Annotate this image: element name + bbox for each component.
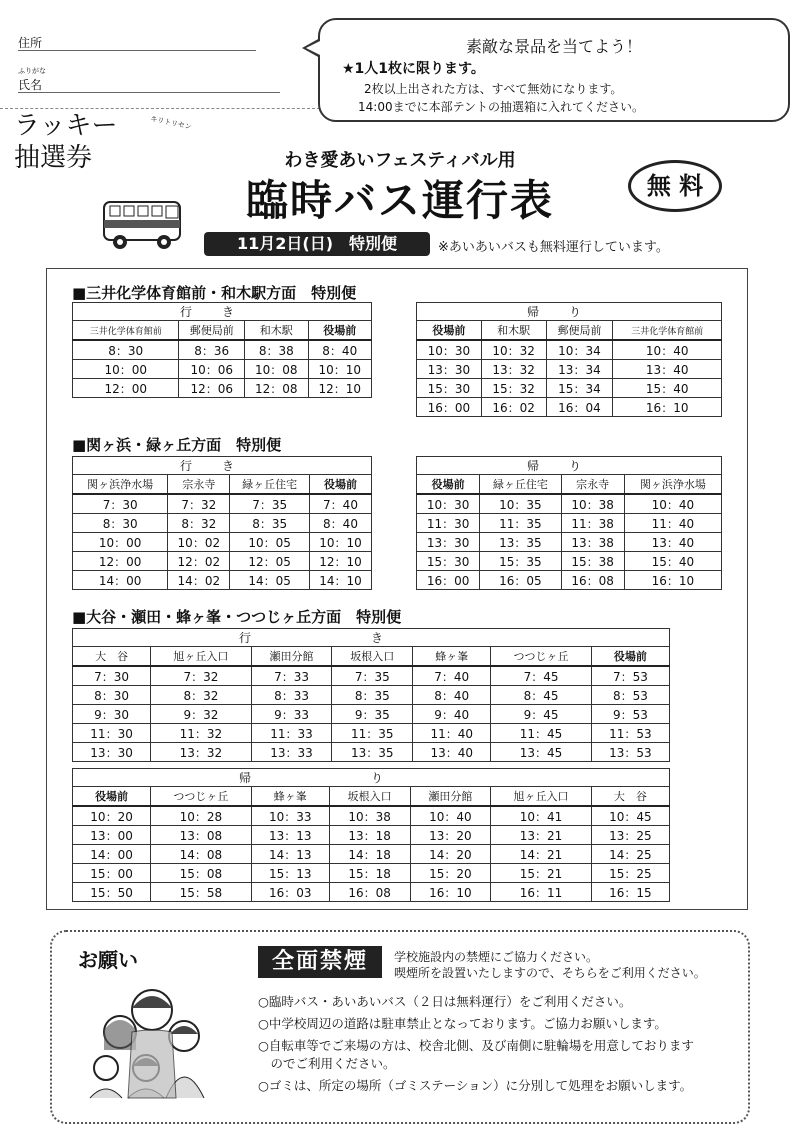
stop-header: 郵便局前 — [179, 321, 245, 341]
time-cell: 13：40 — [613, 360, 722, 379]
time-cell: 10：38 — [329, 806, 410, 826]
stop-header: 三井化学体育館前 — [73, 321, 179, 341]
stop-header: 緑ヶ丘住宅 — [480, 475, 561, 495]
stop-header: 瀬田分館 — [251, 647, 332, 667]
time-cell: 15：25 — [591, 864, 669, 883]
time-cell: 10：40 — [624, 494, 721, 514]
time-cell: 15：00 — [73, 864, 151, 883]
time-cell: 13：13 — [251, 826, 329, 845]
time-cell: 14：02 — [168, 571, 230, 590]
stop-header: 蜂ヶ峯 — [251, 787, 329, 807]
time-cell: 8：30 — [73, 340, 179, 360]
time-cell: 13：21 — [491, 826, 592, 845]
time-cell: 16：08 — [561, 571, 624, 590]
time-cell: 16：03 — [251, 883, 329, 902]
route2-inbound-table — [416, 456, 722, 590]
time-cell: 7：53 — [591, 666, 669, 686]
time-cell: 14：10 — [310, 571, 372, 590]
stop-header: 三井化学体育館前 — [613, 321, 722, 341]
time-cell: 8：30 — [73, 686, 151, 705]
family-illustration-icon — [80, 980, 230, 1100]
festival-subtitle: わき愛あいフェスティバル用 — [284, 150, 516, 171]
name-furigana: ふりがな — [18, 67, 46, 75]
route2-title: ■関ヶ浜・緑ヶ丘方面 特別便 — [72, 436, 282, 454]
stop-header: 旭ヶ丘入口 — [491, 787, 592, 807]
time-cell: 13：32 — [481, 360, 546, 379]
stop-header: 郵便局前 — [546, 321, 613, 341]
time-cell: 13：35 — [480, 533, 561, 552]
no-smoking-line2: 喫煙所を設置いたしますので、そちらをご利用ください。 — [394, 966, 706, 980]
stop-header: 役場前 — [417, 321, 482, 341]
kiritori-label: キリトリセン — [149, 114, 193, 132]
stop-header: つつじヶ丘 — [151, 787, 252, 807]
time-cell: 7：35 — [332, 666, 413, 686]
stop-header: つつじヶ丘 — [491, 647, 592, 667]
time-cell: 13：30 — [417, 533, 480, 552]
lottery-title-1: ラッキー — [14, 111, 118, 141]
time-cell: 11：32 — [151, 724, 252, 743]
time-cell: 16：15 — [591, 883, 669, 902]
time-cell: 7：45 — [491, 666, 592, 686]
time-cell: 11：40 — [413, 724, 491, 743]
time-cell: 7：30 — [73, 666, 151, 686]
time-cell: 10：10 — [310, 533, 372, 552]
prize-speech-bubble — [318, 18, 790, 122]
time-cell: 8：45 — [491, 686, 592, 705]
time-cell: 13：25 — [591, 826, 669, 845]
time-cell: 8：53 — [591, 686, 669, 705]
time-cell: 11：33 — [251, 724, 332, 743]
route3-title: ■大谷・瀬田・蜂ヶ峯・つつじヶ丘方面 特別便 — [72, 608, 402, 626]
stop-header: 旭ヶ丘入口 — [151, 647, 252, 667]
time-cell: 15：20 — [410, 864, 491, 883]
time-cell: 15：38 — [561, 552, 624, 571]
time-cell: 10：08 — [245, 360, 308, 379]
time-cell: 7：30 — [73, 494, 168, 514]
route3-inbound-table — [72, 768, 670, 902]
time-cell: 12：08 — [245, 379, 308, 398]
time-cell: 14：18 — [329, 845, 410, 864]
route1-inbound-table — [416, 302, 722, 417]
route2-outbound-table — [72, 456, 372, 590]
request-item: ○自転車等でご来場の方は、校舎北側、及び南側に駐輪場を用意しております — [258, 1038, 694, 1053]
time-cell: 16：05 — [480, 571, 561, 590]
time-cell: 8：30 — [73, 514, 168, 533]
request-item: のでご利用ください。 — [258, 1056, 396, 1071]
time-cell: 15：40 — [624, 552, 721, 571]
stop-header: 和木駅 — [481, 321, 546, 341]
time-cell: 12：05 — [230, 552, 310, 571]
cut-line — [0, 108, 320, 109]
time-cell: 8：40 — [308, 340, 372, 360]
time-cell: 8：38 — [245, 340, 308, 360]
time-cell: 7：32 — [168, 494, 230, 514]
bubble-line3: 14:00までに本部テントの抽選箱に入れてください。 — [358, 100, 644, 114]
time-cell: 7：40 — [310, 494, 372, 514]
time-cell: 13：40 — [413, 743, 491, 762]
time-cell: 15：58 — [151, 883, 252, 902]
address-line — [18, 50, 256, 51]
time-cell: 11：35 — [480, 514, 561, 533]
time-cell: 14：05 — [230, 571, 310, 590]
time-cell: 16：00 — [417, 398, 482, 417]
name-line — [18, 92, 280, 93]
time-cell: 15：40 — [613, 379, 722, 398]
time-cell: 13：35 — [332, 743, 413, 762]
time-cell: 14：13 — [251, 845, 329, 864]
time-cell: 13：40 — [624, 533, 721, 552]
route1-title: ■三井化学体育館前・和木駅方面 特別便 — [72, 284, 357, 302]
time-cell: 9：32 — [151, 705, 252, 724]
route1-outbound-table — [72, 302, 372, 398]
name-label: 氏名 — [18, 78, 43, 92]
lottery-title-2: 抽選券 — [14, 143, 93, 173]
bubble-line1: ★1人1枚に限ります。 — [342, 61, 485, 77]
page-title: 臨時バス運行表 — [245, 176, 554, 225]
time-cell: 10：06 — [179, 360, 245, 379]
stop-header: 関ヶ浜浄水場 — [624, 475, 721, 495]
time-cell: 9：40 — [413, 705, 491, 724]
time-cell: 11：53 — [591, 724, 669, 743]
stop-header: 関ヶ浜浄水場 — [73, 475, 168, 495]
time-cell: 15：34 — [546, 379, 613, 398]
time-cell: 14：20 — [410, 845, 491, 864]
time-cell: 11：30 — [417, 514, 480, 533]
time-cell: 9：35 — [332, 705, 413, 724]
no-smoking-badge: 全面禁煙 — [258, 946, 382, 978]
free-badge: 無 料 — [628, 160, 722, 212]
stop-header: 役場前 — [591, 647, 669, 667]
stop-header: 役場前 — [417, 475, 480, 495]
direction-label: 行き — [73, 303, 372, 321]
time-cell: 11：45 — [491, 724, 592, 743]
time-cell: 11：40 — [624, 514, 721, 533]
stop-header: 宗永寺 — [168, 475, 230, 495]
time-cell: 10：05 — [230, 533, 310, 552]
stop-header: 坂根入口 — [329, 787, 410, 807]
time-cell: 15：32 — [481, 379, 546, 398]
time-cell: 15：50 — [73, 883, 151, 902]
time-cell: 15：30 — [417, 552, 480, 571]
stop-header: 役場前 — [308, 321, 372, 341]
time-cell: 16：02 — [481, 398, 546, 417]
time-cell: 15：21 — [491, 864, 592, 883]
time-cell: 10：45 — [591, 806, 669, 826]
time-cell: 8：40 — [413, 686, 491, 705]
time-cell: 12：00 — [73, 379, 179, 398]
time-cell: 16：08 — [329, 883, 410, 902]
direction-label: 帰り — [417, 457, 722, 475]
time-cell: 11：38 — [561, 514, 624, 533]
time-cell: 14：25 — [591, 845, 669, 864]
time-cell: 7：33 — [251, 666, 332, 686]
time-cell: 14：00 — [73, 845, 151, 864]
time-cell: 14：08 — [151, 845, 252, 864]
time-cell: 7：32 — [151, 666, 252, 686]
date-badge: 11月2日(日) 特別便 — [204, 232, 430, 256]
time-cell: 16：11 — [491, 883, 592, 902]
time-cell: 11：30 — [73, 724, 151, 743]
time-cell: 8：32 — [168, 514, 230, 533]
time-cell: 10：35 — [480, 494, 561, 514]
time-cell: 13：34 — [546, 360, 613, 379]
time-cell: 16：10 — [613, 398, 722, 417]
time-cell: 7：35 — [230, 494, 310, 514]
request-item: ○ゴミは、所定の場所（ゴミステーション）に分別して処理をお願いします。 — [258, 1078, 693, 1093]
time-cell: 13：53 — [591, 743, 669, 762]
time-cell: 8：33 — [251, 686, 332, 705]
time-cell: 13：33 — [251, 743, 332, 762]
time-cell: 10：28 — [151, 806, 252, 826]
route3-outbound-table — [72, 628, 670, 762]
time-cell: 12：10 — [310, 552, 372, 571]
time-cell: 15：30 — [417, 379, 482, 398]
time-cell: 12：10 — [308, 379, 372, 398]
time-cell: 10：00 — [73, 533, 168, 552]
time-cell: 15：35 — [480, 552, 561, 571]
time-cell: 10：00 — [73, 360, 179, 379]
time-cell: 12：00 — [73, 552, 168, 571]
direction-label: 帰り — [73, 769, 670, 787]
time-cell: 10：34 — [546, 340, 613, 360]
time-cell: 9：30 — [73, 705, 151, 724]
time-cell: 8：40 — [310, 514, 372, 533]
time-cell: 15：13 — [251, 864, 329, 883]
time-cell: 14：21 — [491, 845, 592, 864]
time-cell: 10：40 — [410, 806, 491, 826]
time-cell: 8：36 — [179, 340, 245, 360]
stop-header: 大 谷 — [591, 787, 669, 807]
direction-label: 行き — [73, 629, 670, 647]
time-cell: 15：18 — [329, 864, 410, 883]
direction-label: 行き — [73, 457, 372, 475]
time-cell: 10：30 — [417, 494, 480, 514]
time-cell: 13：32 — [151, 743, 252, 762]
stop-header: 緑ヶ丘住宅 — [230, 475, 310, 495]
time-cell: 9：45 — [491, 705, 592, 724]
time-cell: 13：45 — [491, 743, 592, 762]
time-cell: 10：40 — [613, 340, 722, 360]
aiai-bus-note: ※あいあいバスも無料運行しています。 — [438, 240, 669, 255]
bubble-tail-inner — [306, 41, 320, 55]
bubble-title: 素敵な景品を当てよう！ — [465, 37, 642, 56]
stop-header: 蜂ヶ峯 — [413, 647, 491, 667]
time-cell: 9：53 — [591, 705, 669, 724]
stop-header: 大 谷 — [73, 647, 151, 667]
time-cell: 10：33 — [251, 806, 329, 826]
stop-header: 坂根入口 — [332, 647, 413, 667]
time-cell: 10：10 — [308, 360, 372, 379]
time-cell: 13：30 — [73, 743, 151, 762]
time-cell: 7：40 — [413, 666, 491, 686]
time-cell: 16：00 — [417, 571, 480, 590]
time-cell: 13：00 — [73, 826, 151, 845]
time-cell: 15：08 — [151, 864, 252, 883]
time-cell: 16：10 — [624, 571, 721, 590]
request-item: ○臨時バス・あいあいバス（２日は無料運行）をご利用ください。 — [258, 994, 632, 1009]
time-cell: 8：35 — [230, 514, 310, 533]
address-label: 住所 — [18, 36, 43, 50]
time-cell: 12：06 — [179, 379, 245, 398]
time-cell: 10：41 — [491, 806, 592, 826]
time-cell: 10：30 — [417, 340, 482, 360]
stop-header: 瀬田分館 — [410, 787, 491, 807]
time-cell: 13：38 — [561, 533, 624, 552]
time-cell: 9：33 — [251, 705, 332, 724]
bus-icon — [100, 196, 186, 254]
stop-header: 和木駅 — [245, 321, 308, 341]
time-cell: 14：00 — [73, 571, 168, 590]
time-cell: 11：35 — [332, 724, 413, 743]
time-cell: 13：18 — [329, 826, 410, 845]
time-cell: 8：32 — [151, 686, 252, 705]
bubble-line2: 2枚以上出された方は、すべて無効になります。 — [364, 82, 623, 96]
request-item: ○中学校周辺の道路は駐車禁止となっております。ご協力お願いします。 — [258, 1016, 667, 1031]
notice-title: お願い — [78, 948, 138, 972]
time-cell: 10：32 — [481, 340, 546, 360]
time-cell: 10：02 — [168, 533, 230, 552]
stop-header: 役場前 — [73, 787, 151, 807]
time-cell: 16：10 — [410, 883, 491, 902]
time-cell: 13：30 — [417, 360, 482, 379]
direction-label: 帰り — [417, 303, 722, 321]
time-cell: 10：38 — [561, 494, 624, 514]
time-cell: 8：35 — [332, 686, 413, 705]
time-cell: 16：04 — [546, 398, 613, 417]
time-cell: 10：20 — [73, 806, 151, 826]
stop-header: 役場前 — [310, 475, 372, 495]
stop-header: 宗永寺 — [561, 475, 624, 495]
time-cell: 13：08 — [151, 826, 252, 845]
time-cell: 13：20 — [410, 826, 491, 845]
time-cell: 12：02 — [168, 552, 230, 571]
no-smoking-line1: 学校施設内の禁煙にご協力ください。 — [394, 950, 599, 964]
